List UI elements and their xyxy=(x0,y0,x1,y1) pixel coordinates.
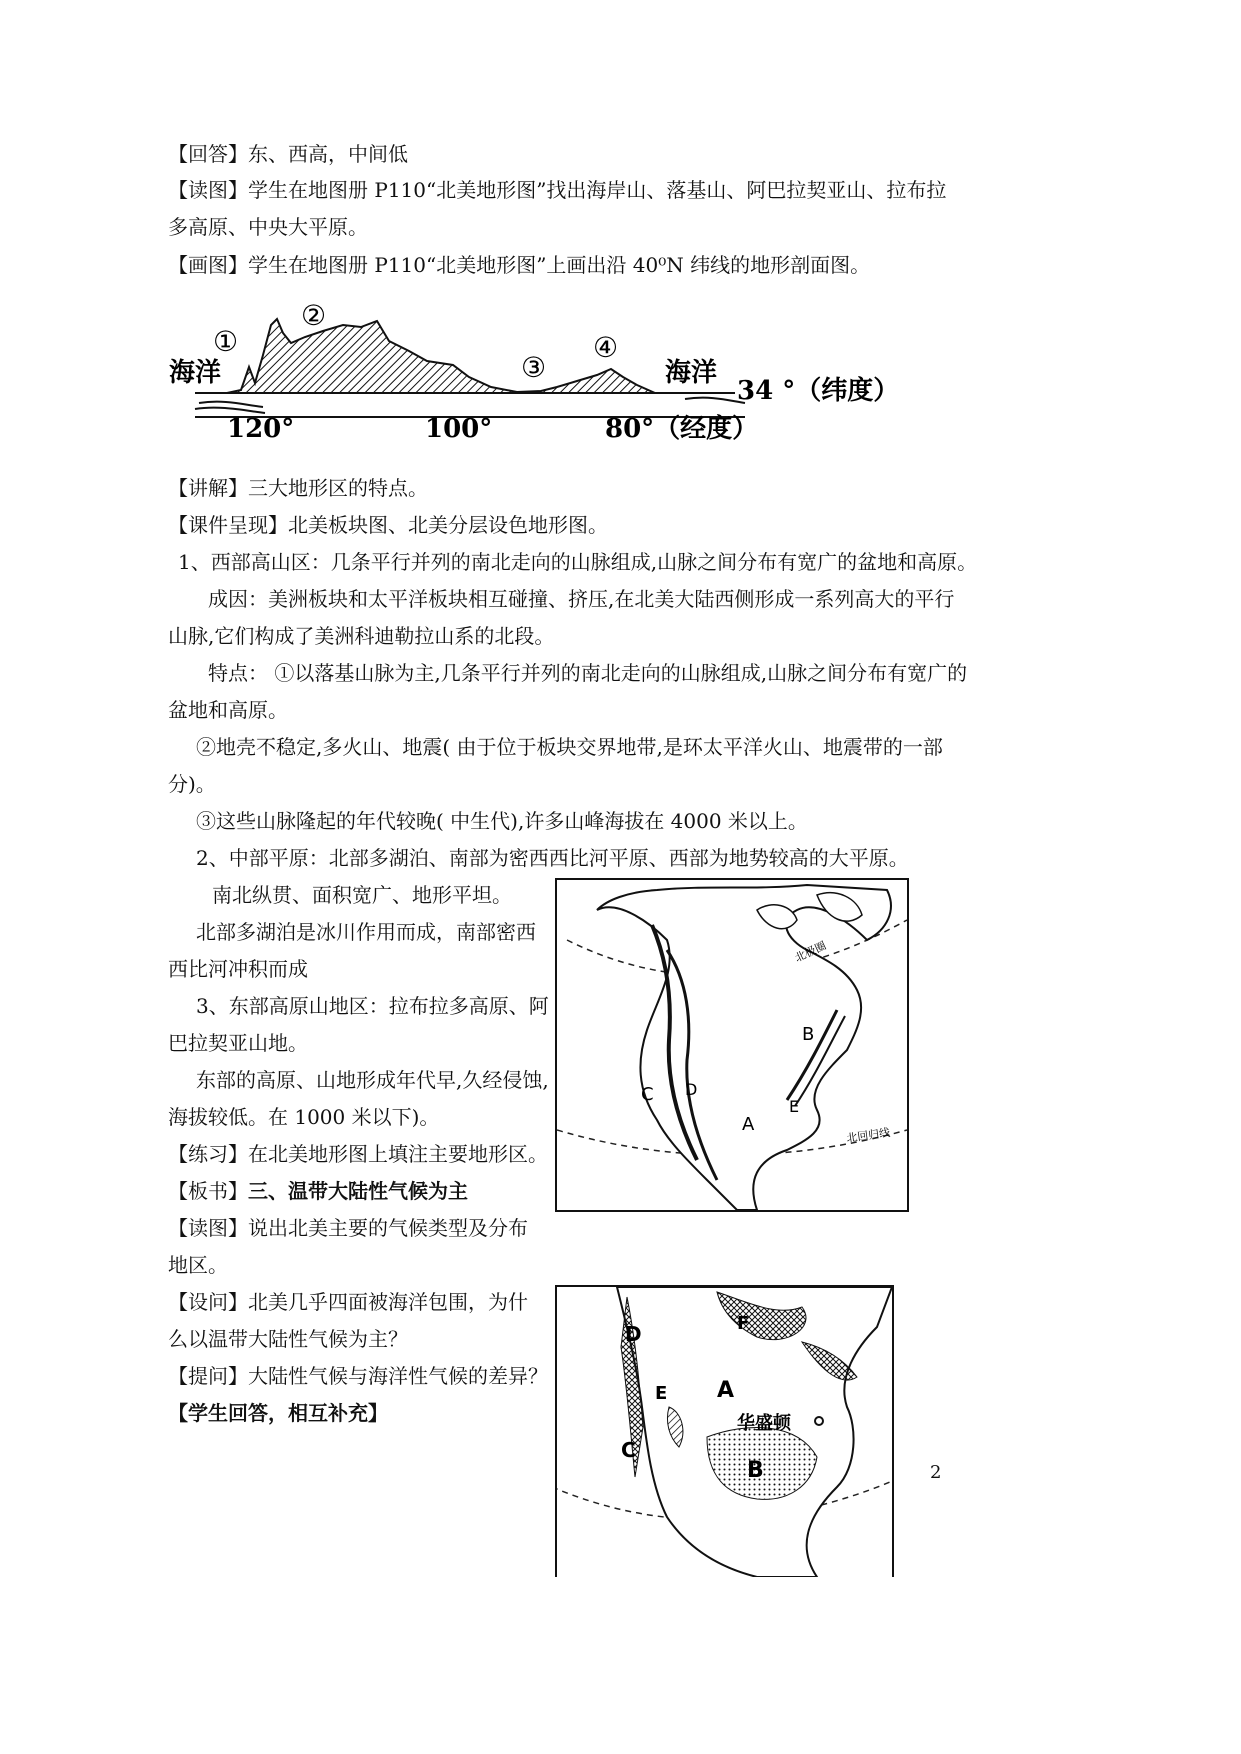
north-america-terrain-map xyxy=(555,878,909,1212)
read-map-line-cont: 多高原、中央大平原。 xyxy=(168,215,368,239)
map1-label-a: A xyxy=(742,1114,755,1135)
map2-label-c: C xyxy=(621,1438,636,1462)
map2-label-e: E xyxy=(655,1383,668,1404)
read-map-line: 【读图】学生在地图册 P110“北美地形图”找出海岸山、落基山、阿巴拉契亚山、拉布拉 xyxy=(168,178,947,202)
map1-tropic-label: 北回归线 xyxy=(845,1125,891,1145)
north-america-climate-map xyxy=(555,1285,894,1577)
map2-label-b: B xyxy=(747,1458,764,1483)
cause-line: 成因：美洲板块和太平洋板块相互碰撞、挤压,在北美大陆西侧形成一系列高大的平行 xyxy=(208,587,955,611)
map1-label-b: B xyxy=(802,1024,815,1045)
feature-line-cont: 盆地和高原。 xyxy=(168,698,288,722)
question-line-cont: 么以温带大陆性气候为主？ xyxy=(168,1327,408,1351)
east-feature-line-cont: 海拔较低。在 1000 米以下)。 xyxy=(168,1105,440,1129)
profile-tick-120: 120° xyxy=(227,414,295,444)
feature-2-line: ②地壳不稳定,多火山、地震( 由于位于板块交界地带,是环太平洋火山、地震带的一部 xyxy=(196,735,943,759)
profile-marker-2: ② xyxy=(301,299,327,332)
read-climate-line: 【读图】说出北美主要的气候类型及分布 xyxy=(168,1216,528,1240)
question-line: 【设问】北美几乎四面被海洋包围，为什 xyxy=(168,1290,528,1314)
central-lakes-line-cont: 西比河冲积而成 xyxy=(168,957,308,981)
practice-line: 【练习】在北美地形图上填注主要地形区。 xyxy=(168,1142,548,1166)
profile-tick-80: 80°（经度） xyxy=(605,414,759,444)
draw-line: 【画图】学生在地图册 P110“北美地形图”上画出沿 40⁰N 纬线的地形剖面图。 xyxy=(168,253,871,277)
map1-label-c: C xyxy=(641,1084,654,1105)
answer-line: 【回答】东、西高，中间低 xyxy=(168,142,408,166)
map1-label-e: E xyxy=(789,1097,800,1116)
explain-line: 【讲解】三大地形区的特点。 xyxy=(168,476,428,500)
map2-city-label: 华盛顿 xyxy=(737,1413,791,1434)
student-answer-line: 【学生回答，相互补充】 xyxy=(168,1401,388,1425)
feature-3-line: ③这些山脉隆起的年代较晚( 中生代),许多山峰海拔在 4000 米以上。 xyxy=(196,809,808,833)
profile-tick-100: 100° xyxy=(425,414,493,444)
profile-right-ocean: 海洋 xyxy=(665,358,718,388)
central-plain-line: 2、中部平原：北部多湖泊、南部为密西西比河平原、西部为地势较高的大平原。 xyxy=(196,846,909,870)
west-region-line: 1、西部高山区：几条平行并列的南北走向的山脉组成,山脉之间分布有宽广的盆地和高原。 xyxy=(178,550,978,574)
board-line: 【板书】三、温带大陆性气候为主 xyxy=(168,1179,468,1203)
cause-line-cont: 山脉,它们构成了美洲科迪勒拉山系的北段。 xyxy=(168,624,555,648)
profile-marker-1: ① xyxy=(213,325,239,358)
profile-marker-4: ④ xyxy=(593,331,619,364)
map2-label-f: F xyxy=(737,1313,750,1334)
read-climate-line-cont: 地区。 xyxy=(168,1253,228,1277)
central-lakes-line: 北部多湖泊是冰川作用而成，南部密西 xyxy=(196,920,536,944)
map1-label-d: D xyxy=(685,1080,698,1099)
courseware-line: 【课件呈现】北美板块图、北美分层设色地形图。 xyxy=(168,513,608,537)
terrain-profile-figure xyxy=(165,295,905,455)
feature-2-line-cont: 分)。 xyxy=(168,772,216,796)
east-region-line: 3、东部高原山地区：拉布拉多高原、阿 xyxy=(196,994,549,1018)
map1-arctic-label: 北极圈 xyxy=(792,938,829,965)
profile-lat-label: 34 °（纬度） xyxy=(737,376,900,406)
profile-left-ocean: 海洋 xyxy=(169,358,222,388)
ask-line: 【提问】大陆性气候与海洋性气候的差异？ xyxy=(168,1364,548,1388)
east-feature-line: 东部的高原、山地形成年代早,久经侵蚀, xyxy=(196,1068,549,1092)
feature-line: 特点： ①以落基山脉为主,几条平行并列的南北走向的山脉组成,山脉之间分布有宽广的 xyxy=(208,661,968,685)
map2-label-a: A xyxy=(717,1378,735,1403)
map2-label-d: D xyxy=(625,1322,642,1346)
page-number: 2 xyxy=(930,1462,942,1483)
map2-city-marker xyxy=(815,1417,823,1425)
terrain-profile xyxy=(227,319,705,393)
profile-marker-3: ③ xyxy=(521,351,547,384)
east-region-line-cont: 巴拉契亚山地。 xyxy=(168,1031,308,1055)
central-plain-feature: 南北纵贯、面积宽广、地形平坦。 xyxy=(212,883,512,907)
